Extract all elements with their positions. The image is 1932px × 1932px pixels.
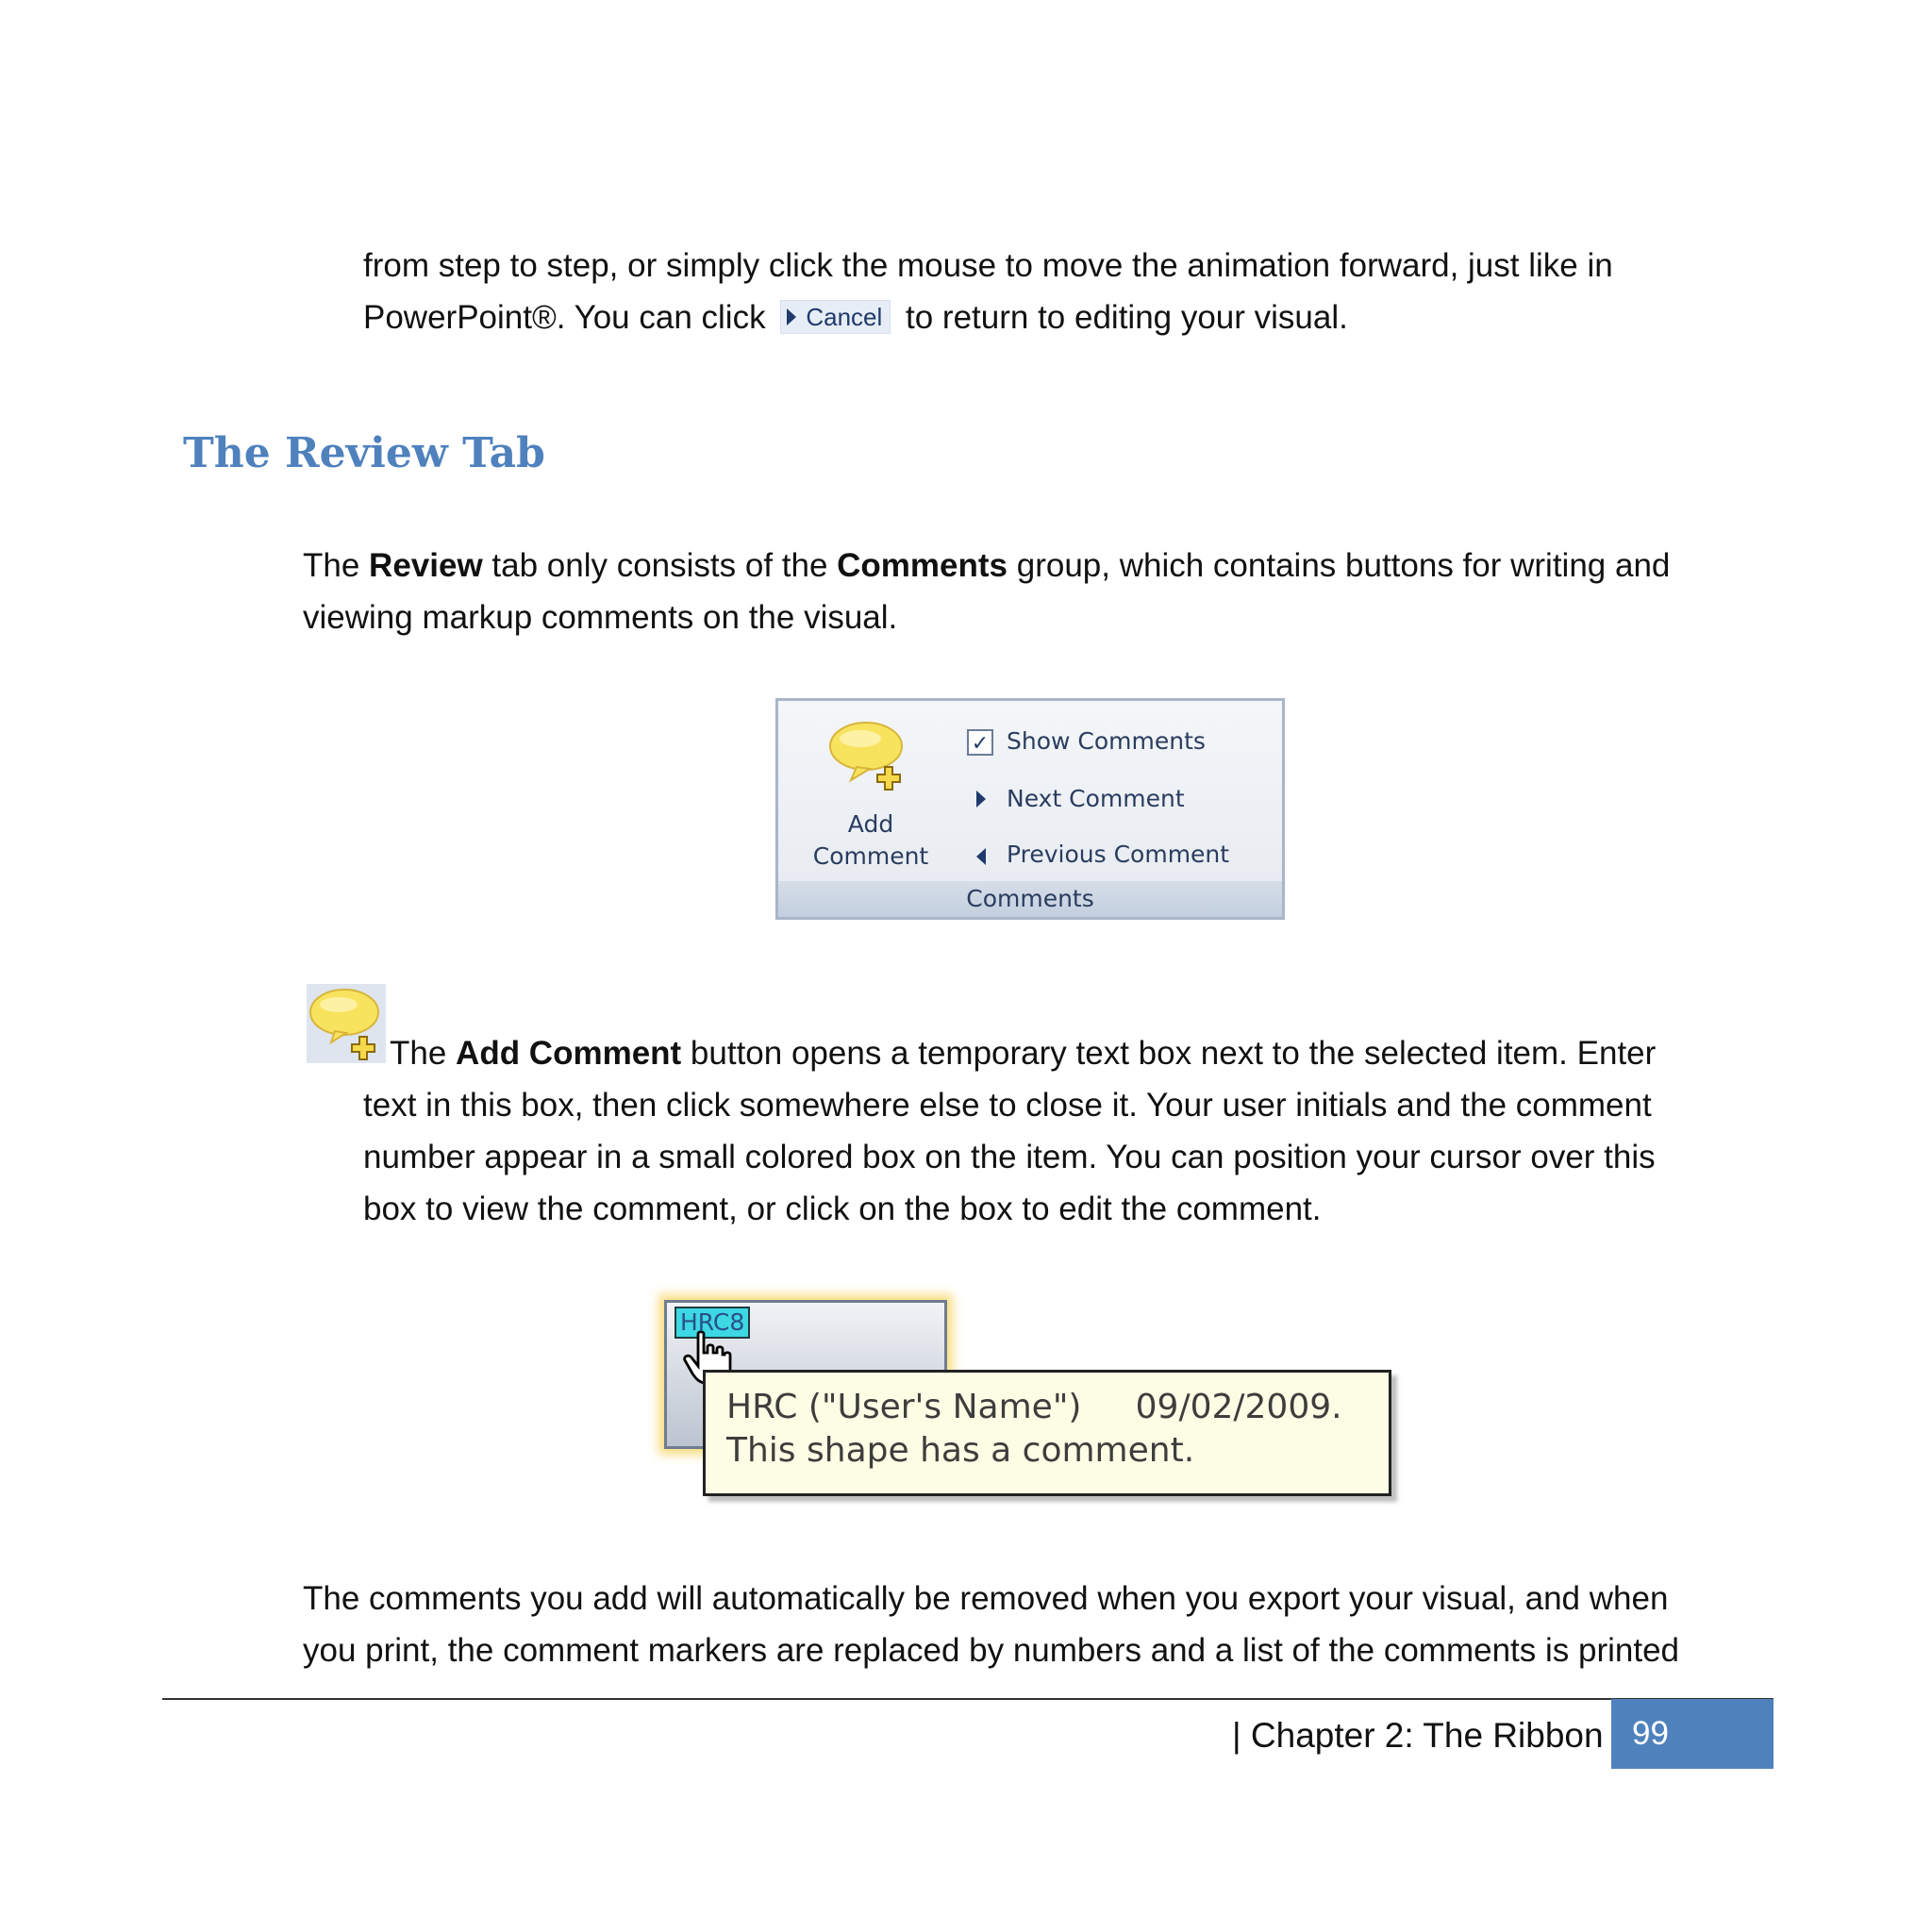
tooltip-text: This shape has a comment. xyxy=(726,1431,1195,1470)
comments-ribbon-group xyxy=(775,698,1285,920)
add-comment-text: button opens a temporary text box next to the selected item. Enter xyxy=(681,1035,1657,1072)
review-para-line-2: viewing markup comments on the visual. xyxy=(303,599,898,636)
add-comment-text: The xyxy=(390,1035,457,1072)
intro-line-2 xyxy=(363,291,1348,343)
comment-bubble-add-icon xyxy=(307,984,386,1063)
add-comment-label-1: Add xyxy=(847,810,894,838)
cancel-button[interactable] xyxy=(780,300,891,334)
footer-rule xyxy=(162,1698,1774,1700)
comment-bubble-add-icon xyxy=(828,718,913,797)
arrow-right-icon xyxy=(976,791,986,808)
tooltip-date: 09/02/2009. xyxy=(1135,1388,1342,1426)
show-comments-checkbox[interactable] xyxy=(967,725,1206,758)
comments-bold: Comments xyxy=(837,547,1008,584)
previous-comment-button[interactable] xyxy=(967,839,1229,871)
add-comment-para-line-4: box to view the comment, or click on the box to edit the comment. xyxy=(363,1191,1322,1227)
review-text: group, which contains buttons for writing and xyxy=(1008,547,1671,584)
review-text: tab only consists of the xyxy=(482,547,838,584)
add-comment-icon-image xyxy=(307,984,386,1063)
comment-marker-tag[interactable]: HRC8 xyxy=(675,1307,750,1339)
page-number: 99 xyxy=(1611,1699,1774,1769)
intro-text-before: PowerPoint®. You can click xyxy=(363,299,766,336)
add-comment-para-line-1 xyxy=(390,1027,1656,1079)
comment-tooltip xyxy=(703,1370,1391,1496)
tooltip-header xyxy=(726,1386,1389,1429)
checkbox-checked-icon: ✓ xyxy=(967,729,993,756)
group-label: Comments xyxy=(778,881,1282,917)
play-arrow-icon xyxy=(787,308,796,325)
add-comment-label-2: Comment xyxy=(812,842,929,870)
intro-text-after: to return to editing your visual. xyxy=(906,299,1348,336)
add-comment-bold: Add Comment xyxy=(456,1035,682,1072)
next-comment-label: Next Comment xyxy=(1007,785,1185,812)
add-comment-button[interactable] xyxy=(795,718,946,873)
add-comment-para-line-2: text in this box, then click somewhere else to close it. Your user initials and the comment xyxy=(363,1087,1652,1124)
next-comment-button[interactable] xyxy=(967,783,1185,815)
footer-chapter: | Chapter 2: The Ribbon xyxy=(1232,1716,1604,1755)
previous-comment-label: Previous Comment xyxy=(1007,841,1230,868)
intro-line-1: from step to step, or simply click the mouse to move the animation forward, just like in xyxy=(363,247,1613,284)
section-heading: The Review Tab xyxy=(183,429,545,477)
review-para-line-1 xyxy=(303,540,1670,591)
review-text: The xyxy=(303,547,370,584)
add-comment-para-line-3: number appear in a small colored box on the item. You can position your cursor over this xyxy=(363,1139,1656,1175)
closing-para-line-2: you print, the comment markers are replaced by numbers and a list of the comments is printed xyxy=(303,1632,1679,1669)
arrow-left-icon xyxy=(976,848,986,865)
tooltip-author: HRC ("User's Name") xyxy=(726,1388,1082,1426)
cancel-button-label: Cancel xyxy=(806,302,883,331)
review-bold: Review xyxy=(369,547,483,584)
closing-para-line-1: The comments you add will automatically be removed when you export your visual, and when xyxy=(303,1580,1669,1617)
show-comments-label: Show Comments xyxy=(1007,727,1206,755)
